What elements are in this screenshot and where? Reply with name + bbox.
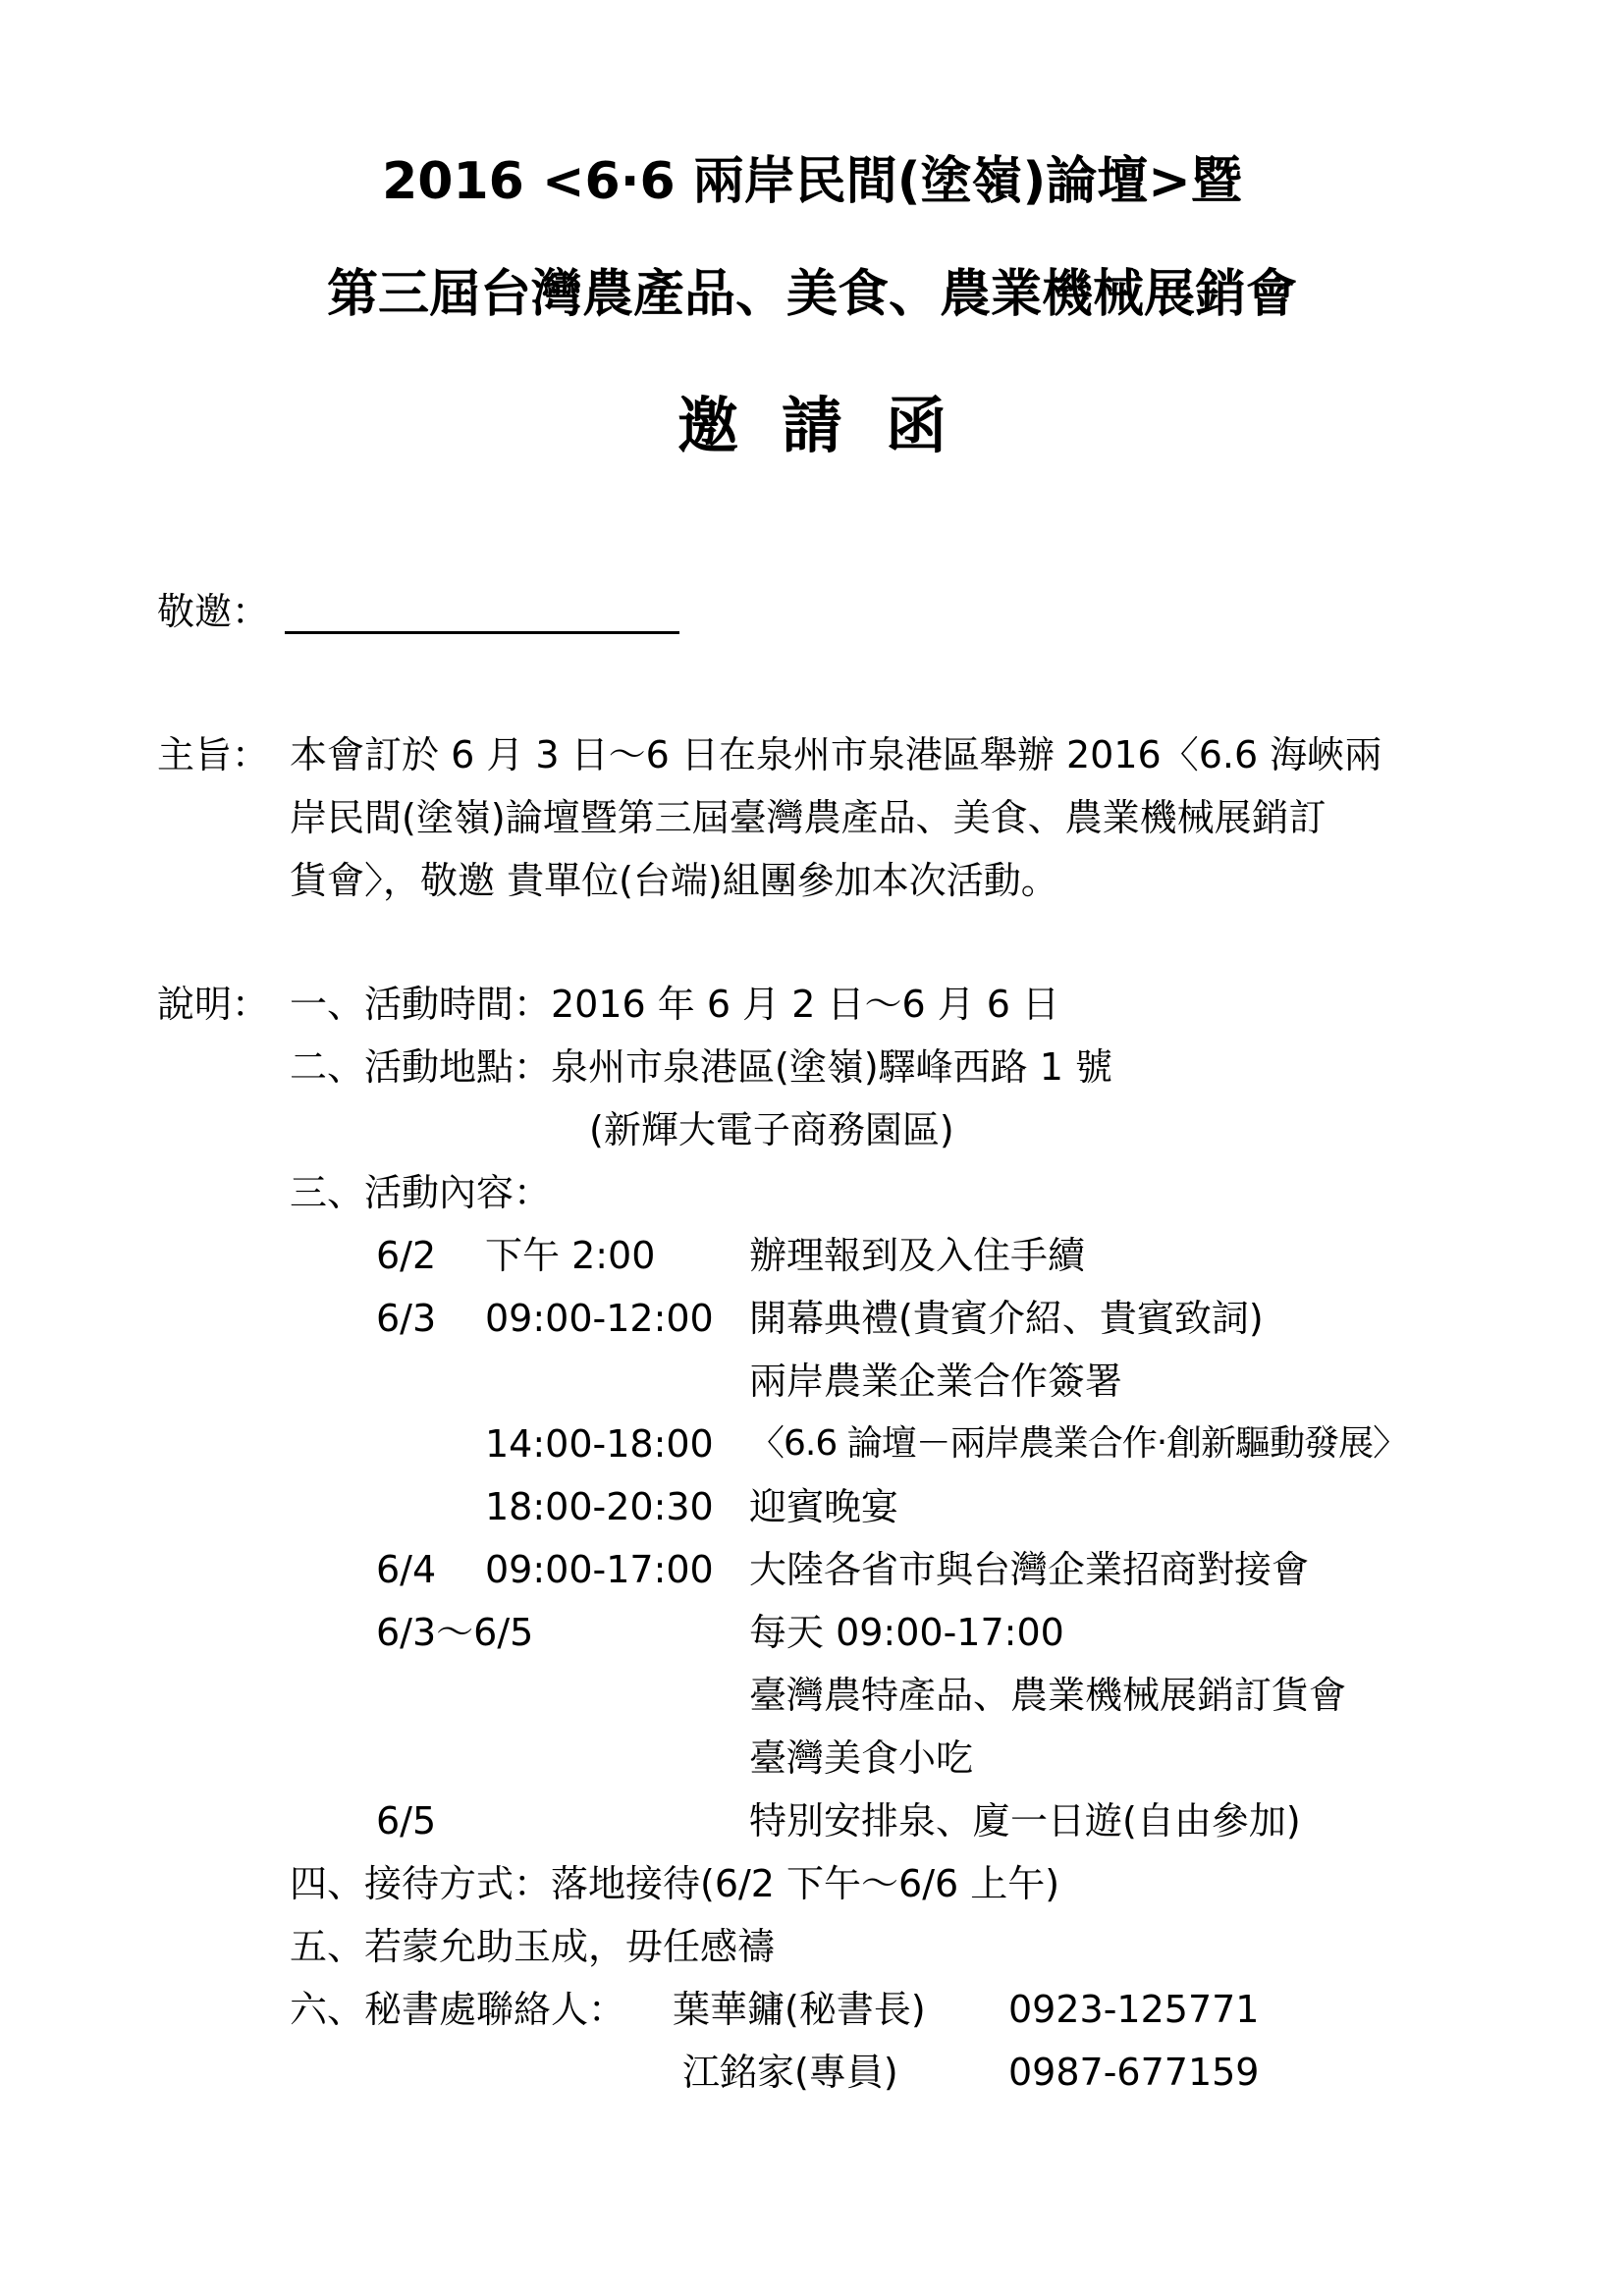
purpose-line-1: 本會訂於 6 月 3 日～6 日在泉州市泉港區舉辦 2016〈6.6 海峽兩	[290, 733, 1382, 776]
schedule-date: 6/3～6/5	[376, 1611, 534, 1654]
schedule-date: 6/3	[376, 1297, 437, 1340]
schedule-desc: 開幕典禮(貴賓介紹、貴賓致詞)	[749, 1297, 1264, 1340]
purpose-line-2: 岸民間(塗嶺)論壇暨第三屆臺灣農產品、美食、農業機械展銷訂	[290, 796, 1326, 839]
schedule-desc: 臺灣農特產品、農業機械展銷訂貨會	[749, 1674, 1347, 1717]
schedule-desc: 迎賓晚宴	[749, 1485, 899, 1528]
schedule-desc: 臺灣美食小吃	[749, 1736, 974, 1780]
schedule-desc: 大陸各省市與台灣企業招商對接會	[749, 1548, 1310, 1591]
notes-item-location: 二、活動地點：泉州市泉港區(塗嶺)驛峰西路 1 號	[290, 1045, 1112, 1089]
notes-item-time: 一、活動時間：2016 年 6 月 2 日～6 月 6 日	[290, 983, 1060, 1026]
purpose-line-3: 貨會〉，敬邀 貴單位(台端)組團參加本次活動。	[290, 859, 1058, 902]
title-line-1: 2016 <6·6 兩岸民間(塗嶺)論壇>暨	[382, 152, 1242, 211]
schedule-time: 09:00-12:00	[485, 1297, 714, 1340]
schedule-date: 6/2	[376, 1234, 437, 1277]
title-line-2: 第三屆台灣農產品、美食、農業機械展銷會	[326, 265, 1297, 324]
invitee-label: 敬邀：	[157, 590, 270, 633]
notes-item-content: 三、活動內容：	[290, 1171, 552, 1214]
contact-name: 葉華鏞(秘書長)	[673, 1988, 926, 2031]
notes-item-closing: 五、若蒙允助玉成，毋任感禱	[290, 1925, 776, 1968]
schedule-time: 09:00-17:00	[485, 1548, 714, 1591]
contact-phone: 0923-125771	[1008, 1988, 1260, 2031]
contact-name: 江銘家(專員)	[682, 2051, 898, 2094]
schedule-desc: 〈6.6 論壇－兩岸農業合作‧創新驅動發展〉	[749, 1423, 1408, 1464]
schedule-desc: 每天 09:00-17:00	[749, 1611, 1064, 1654]
schedule-desc: 特別安排泉、廈一日遊(自由參加)	[749, 1799, 1301, 1842]
schedule-time: 18:00-20:30	[485, 1485, 714, 1528]
schedule-time: 下午 2:00	[485, 1234, 656, 1277]
purpose-label: 主旨：	[157, 733, 270, 776]
schedule-date: 6/4	[376, 1548, 437, 1591]
schedule-date: 6/5	[376, 1799, 437, 1842]
contact-phone: 0987-677159	[1008, 2051, 1260, 2094]
document-title: 邀請函	[677, 390, 990, 461]
schedule-desc: 兩岸農業企業合作簽署	[749, 1360, 1123, 1403]
notes-item-contact-label: 六、秘書處聯絡人：	[290, 1988, 626, 2031]
notes-item-reception: 四、接待方式：落地接待(6/2 下午～6/6 上午)	[290, 1862, 1060, 1905]
schedule-desc: 辦理報到及入住手續	[749, 1234, 1086, 1277]
schedule-time: 14:00-18:00	[485, 1422, 714, 1466]
notes-label: 說明：	[157, 983, 270, 1026]
invitee-blank-line	[285, 631, 679, 634]
notes-item-location-detail: (新輝大電子商務園區)	[589, 1108, 954, 1151]
